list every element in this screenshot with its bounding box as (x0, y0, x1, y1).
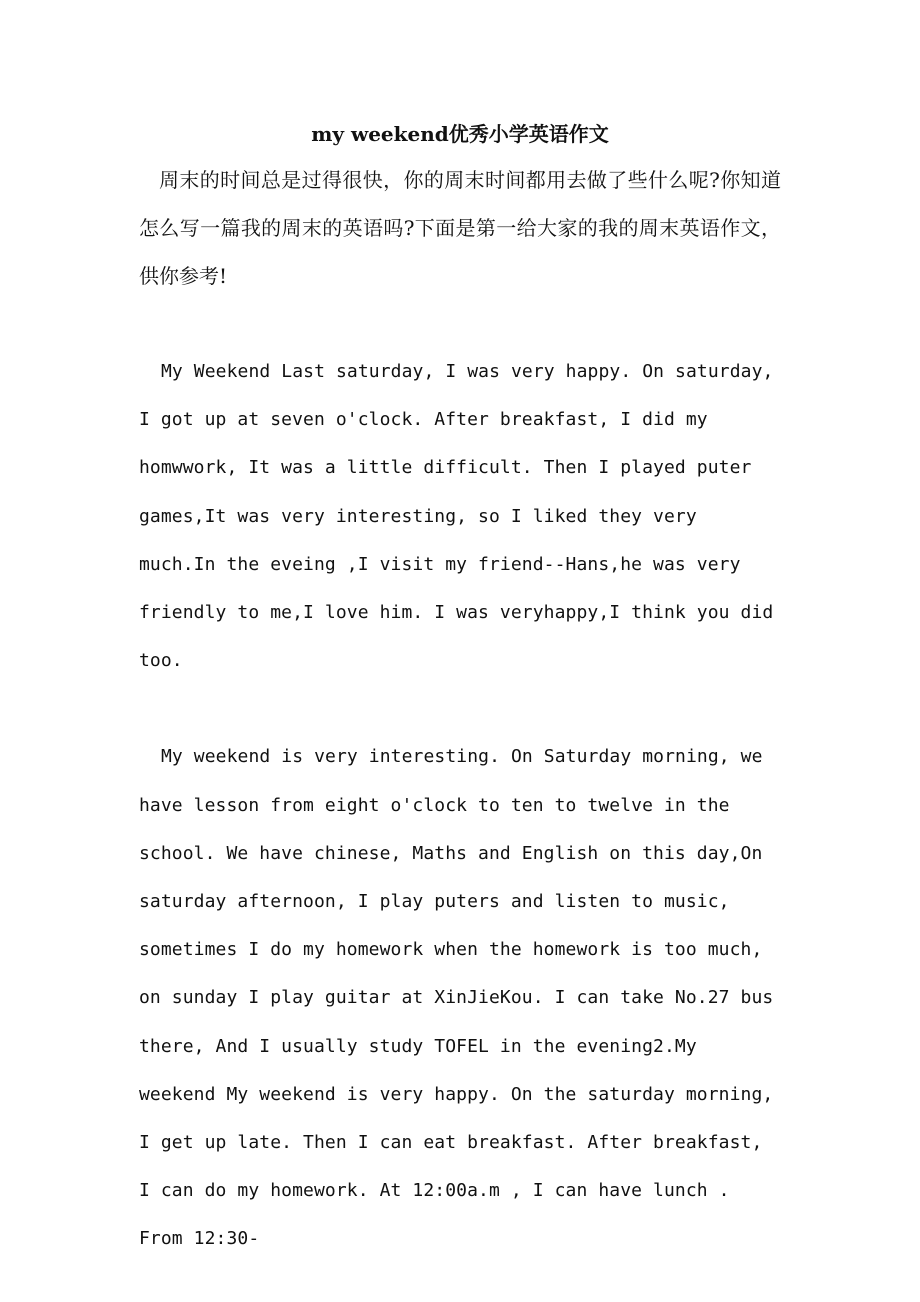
paragraph-spacer (139, 300, 781, 348)
document-title: my weekend优秀小学英语作文 (311, 122, 609, 146)
intro-paragraph: 周末的时间总是过得很快，你的周末时间都用去做了些什么呢?你知道怎么写一篇我的周末的英语吗?下面是第一给大家的我的周末英语作文，供你参考! (139, 168, 781, 288)
essay-paragraph-1: My Weekend Last saturday, I was very happy. On saturday, I got up at seven o'clock. After breakfast, I did my homwwork, It was a little difficult. Then I played puter games,It was very interesting, so I liked they very much.In the eveing ,I visit my friend--Hans,he was very friendly to me,I love him. I was veryhappy,I think you did too. (139, 361, 774, 672)
paragraph-spacer (139, 685, 781, 733)
document-page (139, 118, 781, 1264)
essay-paragraph-2: My weekend is very interesting. On Saturday morning, we have lesson from eight o'clock to ten to twelve in the school. We have chinese, Maths and English on this day,On saturday afternoon, I play puters and listen to music, sometimes I do my homework when the homework is too much, on sunday I play guitar at XinJieKou. I can take No.27 bus there, And I usually study TOFEL in the evening2.My weekend My weekend is very happy. On the saturday morning, I get up late. Then I can eat breakfast. After breakfast, I can do my homework. At 12:00a.m , I can have lunch . From 12:30- (139, 746, 774, 1250)
